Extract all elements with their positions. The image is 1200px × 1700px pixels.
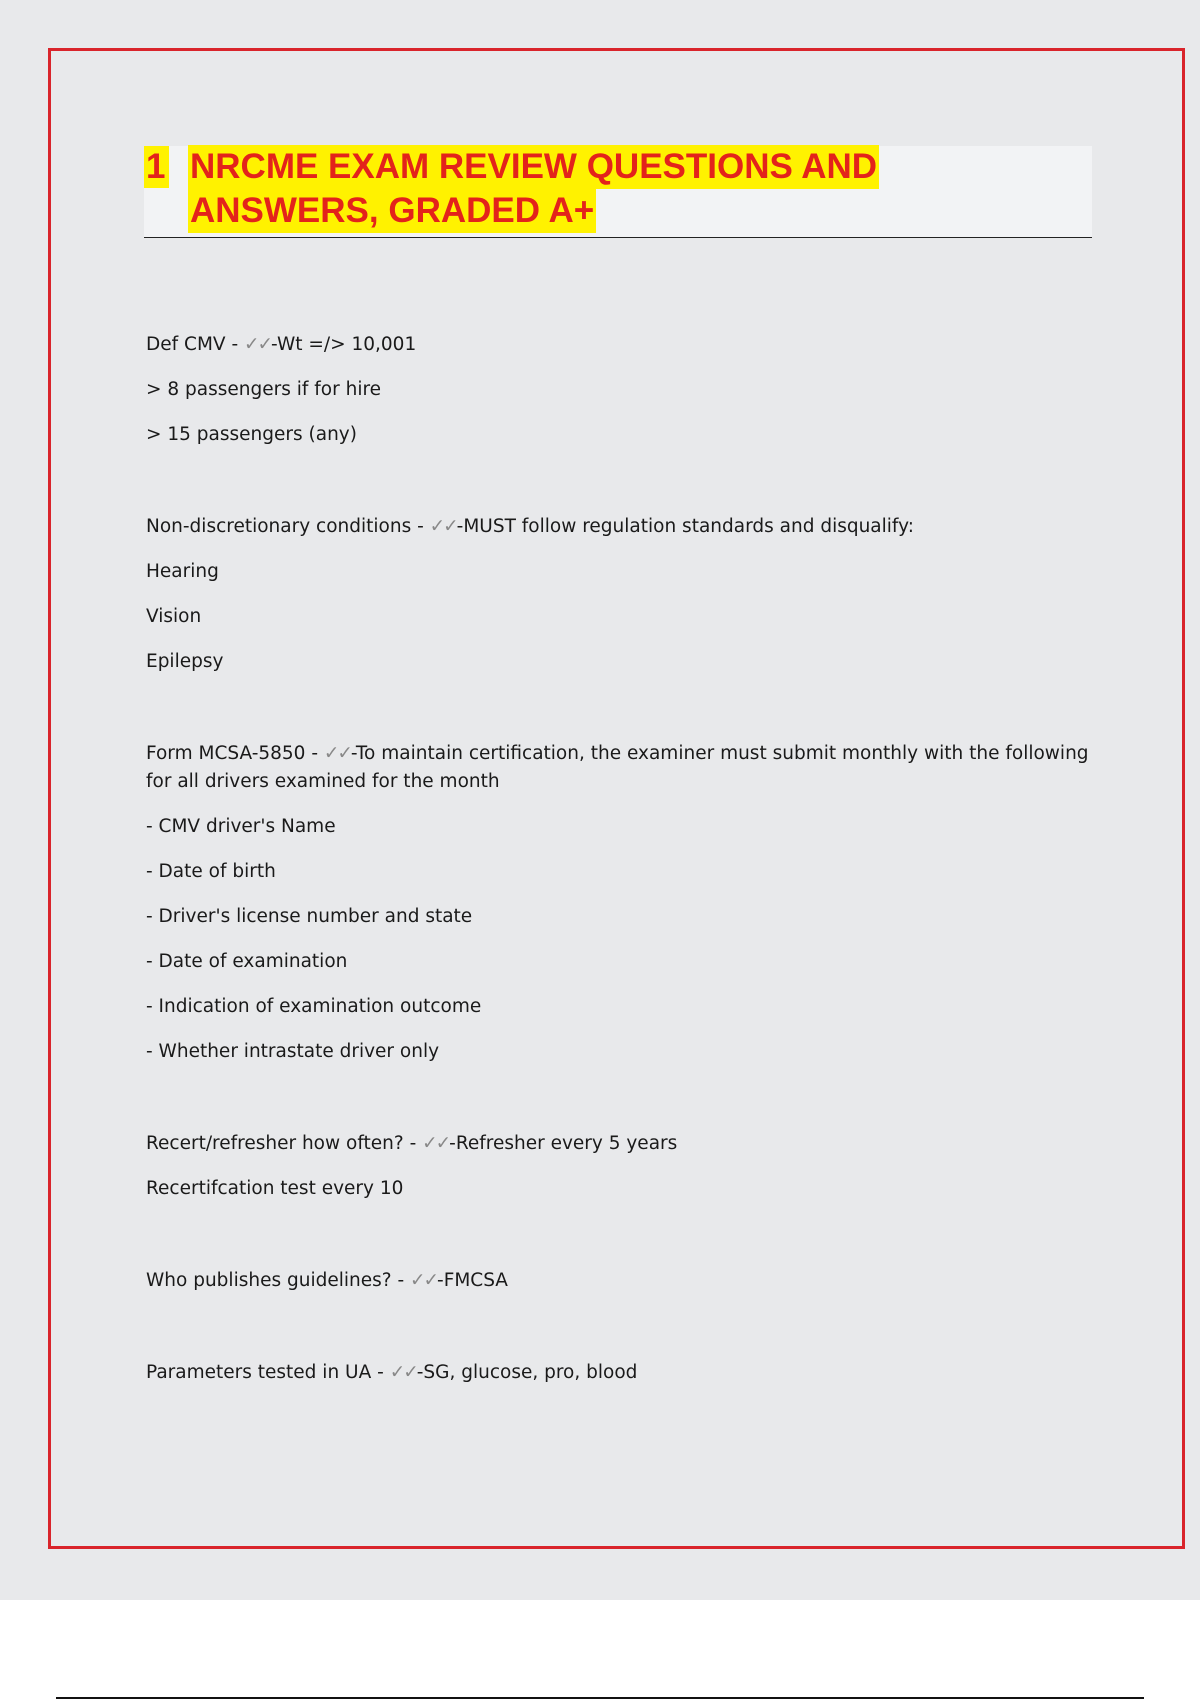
qa-item [146,331,1096,449]
qa-question: Def CMV [146,334,226,355]
check-mark-icon: ✓✓ [429,516,457,537]
qa-question: Form MCSA-5850 [146,743,306,764]
check-mark-icon: ✓✓ [323,743,351,764]
qa-answer-line: Recertifcation test every 10 [146,1178,404,1199]
qa-separator: - [371,1362,390,1383]
qa-answer-line: - Whether intrastate driver only [146,1041,440,1062]
heading-number: 1 [144,146,169,188]
qa-item [146,513,1096,676]
qa-question-line [146,1267,1096,1295]
qa-question: Non-discretionary conditions [146,516,412,537]
qa-answer-line: - CMV driver's Name [146,816,336,837]
qa-answer-line: > 15 passengers (any) [146,424,357,445]
qa-question-line [146,513,1096,541]
qa-separator: - [391,1270,410,1291]
qa-answer: -FMCSA [437,1270,508,1291]
qa-item [146,1130,1096,1203]
qa-question-line [146,1130,1096,1158]
qa-separator: - [411,516,430,537]
qa-answer-line: Vision [146,606,202,627]
check-mark-icon: ✓✓ [244,334,272,355]
qa-answer-line: - Driver's license number and state [146,906,473,927]
qa-question-line [146,1359,1096,1387]
qa-item [146,1359,1096,1387]
qa-answer-line: Epilepsy [146,651,224,672]
qa-answer: -Refresher every 5 years [449,1133,678,1154]
qa-answer: -Wt =/> 10,001 [271,334,417,355]
qa-question: Who publishes guidelines? [146,1270,392,1291]
footer-divider [56,1697,1144,1699]
check-mark-icon: ✓✓ [389,1362,417,1383]
check-mark-icon: ✓✓ [422,1133,450,1154]
check-mark-icon: ✓✓ [410,1270,438,1291]
qa-separator: - [305,743,324,764]
heading-line-1: NRCME EXAM REVIEW QUESTIONS AND [188,145,879,189]
qa-item [146,1267,1096,1295]
qa-answer-line: > 8 passengers if for hire [146,379,382,400]
qa-answer-line: - Date of birth [146,861,276,882]
qa-answer-line: Hearing [146,561,219,582]
qa-answer: -SG, glucose, pro, blood [416,1362,638,1383]
qa-question-line [146,740,1096,796]
qa-answer-line: - Date of examination [146,951,348,972]
qa-question-line [146,331,1096,359]
qa-question: Parameters tested in UA [146,1362,372,1383]
qa-question: Recert/refresher how often? [146,1133,404,1154]
qa-list [146,331,1096,1451]
qa-item [146,740,1096,1066]
qa-answer: -MUST follow regulation standards and disqualify: [456,516,914,537]
heading-line-2: ANSWERS, GRADED A+ [188,189,596,233]
qa-answer: -To maintain certification, the examiner must submit monthly with the following for all drivers examined for the month [146,743,1089,792]
qa-separator: - [225,334,244,355]
qa-answer-line: - Indication of examination outcome [146,996,482,1017]
qa-separator: - [403,1133,423,1154]
